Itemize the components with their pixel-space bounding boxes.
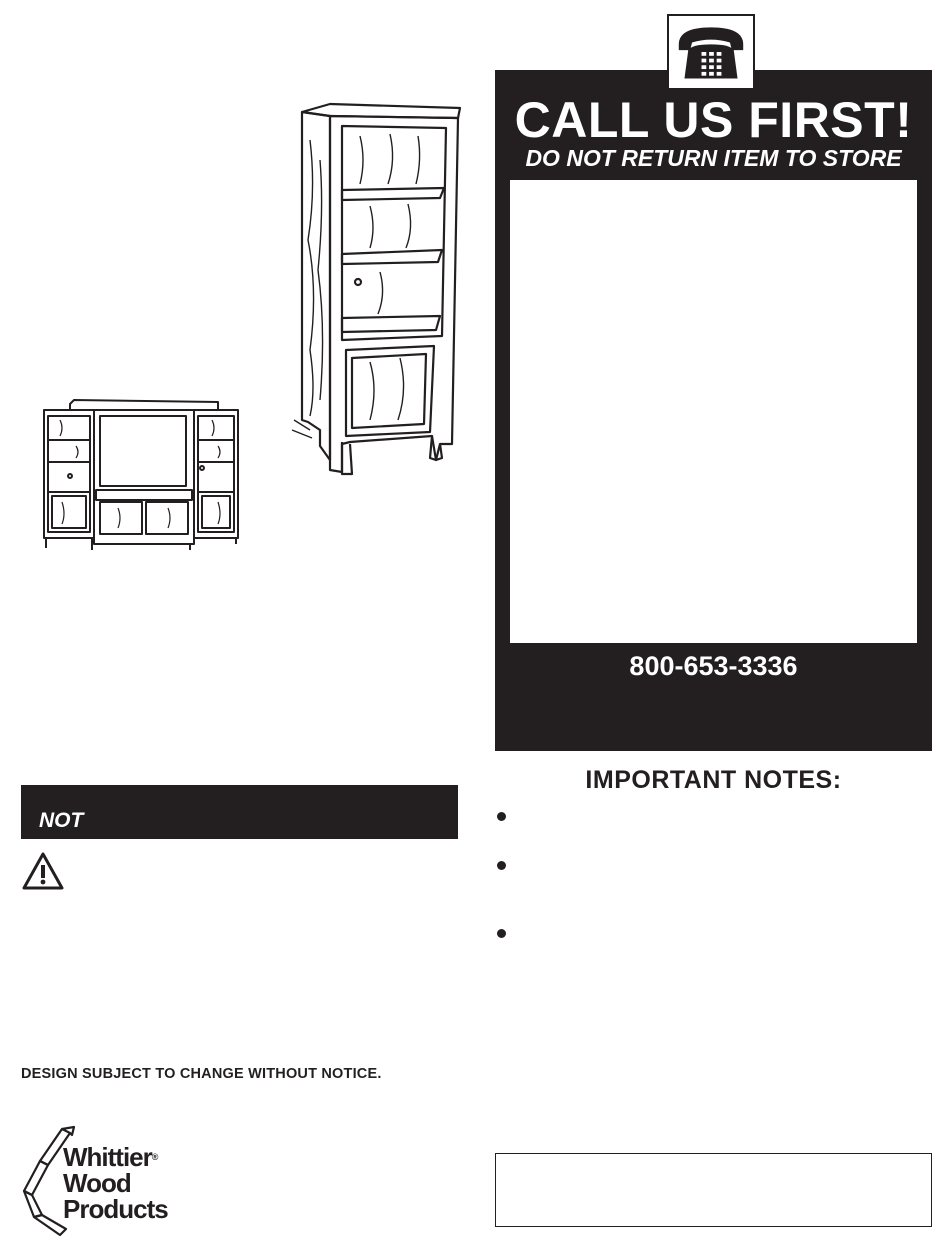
support-phone-number: 800-653-3336 [629, 651, 798, 681]
note-bullet [497, 929, 506, 938]
warning-not-label: NOT [39, 809, 84, 832]
important-notes-heading: IMPORTANT NOTES: [585, 766, 842, 794]
call-us-panel [495, 70, 932, 751]
telephone-icon [667, 14, 755, 90]
note-bullet [497, 861, 506, 870]
logo-line-3: Products [63, 1194, 168, 1224]
entertainment-center-illustration [22, 398, 252, 556]
call-us-subtitle: DO NOT RETURN ITEM TO STORE [525, 145, 902, 171]
warning-triangle-icon [22, 851, 64, 891]
info-box [495, 1153, 932, 1227]
logo-line-2: Wood [63, 1168, 131, 1198]
whittier-wood-products-logo [63, 1144, 168, 1222]
call-panel-content-area [510, 180, 917, 643]
warning-bar [21, 785, 458, 839]
logo-line-1: Whittier [63, 1142, 152, 1172]
note-bullet [497, 812, 506, 821]
tall-cabinet-illustration [290, 100, 470, 480]
design-change-notice: DESIGN SUBJECT TO CHANGE WITHOUT NOTICE. [21, 1066, 382, 1082]
registered-mark: ® [151, 1152, 159, 1162]
call-us-title: CALL US FIRST! [514, 92, 913, 148]
